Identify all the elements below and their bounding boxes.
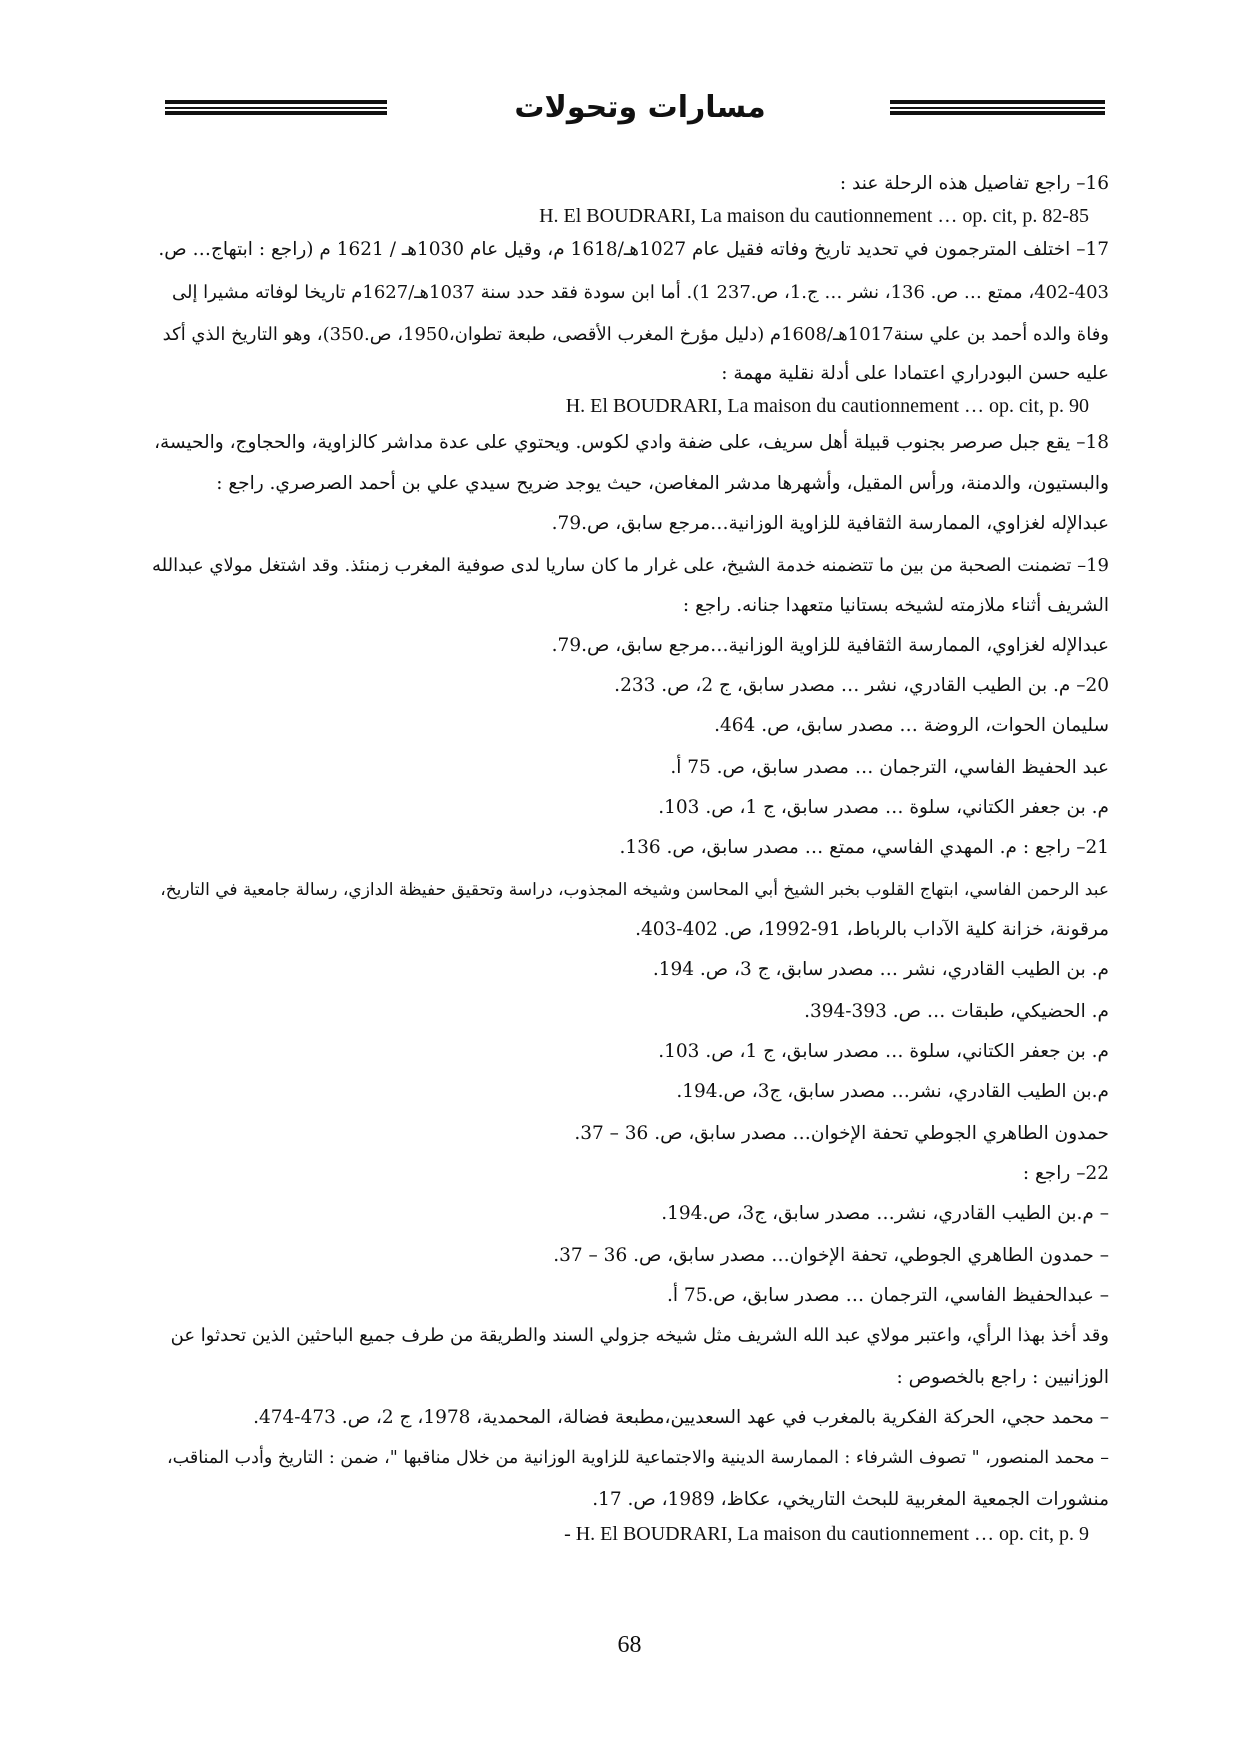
footnote-line: م. بن جعفر الكتاني، سلوة … مصدر سابق، ج 1، ص. 103. [658, 797, 1109, 818]
footnote-line: الشريف أثناء ملازمته لشيخه بستانيا متعهدا جنانه. راجع : [682, 595, 1109, 616]
footnote-line: عبدالإله لغزاوي، الممارسة الثقافية للزاوية الوزانية…مرجع سابق، ص.79. [551, 635, 1109, 656]
footnote-line: H. El BOUDRARI, La maison du cautionnement … op. cit, p. 90 [565, 395, 1089, 417]
footnote-16: 16– راجع تفاصيل هذه الرحلة عند : [839, 173, 1109, 194]
header-rule-right [890, 100, 1105, 114]
footnote-line: وفاة والده أحمد بن علي سنة1017هـ/1608م (دليل مؤرخ المغرب الأقصى، طبعة تطوان،1950، ص.350)، وهو التاريخ الذي أكد [162, 324, 1109, 345]
page-number: 68 [617, 1632, 642, 1658]
footnote-line: – م.بن الطيب القادري، نشر… مصدر سابق، ج3، ص.194. [661, 1203, 1109, 1224]
footnote-line: والبستيون، والدمنة، ورأس المقيل، وأشهرها مدشر المغاصن، حيث يوجد ضريح سيدي علي بن أحمد الصرصري. راجع : [216, 473, 1109, 494]
footnote-line: عبد الرحمن الفاسي، ابتهاج القلوب بخبر الشيخ أبي المحاسن وشيخه المجذوب، دراسة وتحقيق حفيظة الدازي، رسالة جامعية في التاريخ، [160, 880, 1109, 900]
header-title: مسارات وتحولات [514, 90, 766, 125]
footnote-22: 22– راجع : [1022, 1163, 1109, 1184]
footnote-line: - H. El BOUDRARI, La maison du cautionnement … op. cit, p. 9 [564, 1523, 1089, 1545]
footnote-line: وقد أخذ بهذا الرأي، واعتبر مولاي عبد الله الشريف مثل شيخه جزولي السند والطريقة من طرف جميع الباحثين الذين تحدثوا عن [170, 1325, 1109, 1346]
footnote-line: عبد الحفيظ الفاسي، الترجمان … مصدر سابق، ص. 75 أ. [670, 757, 1109, 778]
footnote-line: م. بن الطيب القادري، نشر … مصدر سابق، ج 3، ص. 194. [652, 959, 1109, 980]
footnote-line: م. بن جعفر الكتاني، سلوة … مصدر سابق، ج 1، ص. 103. [658, 1041, 1109, 1062]
footnote-line: منشورات الجمعية المغربية للبحث التاريخي، عكاظ، 1989، ص. 17. [592, 1489, 1109, 1510]
footnote-line: م.بن الطيب القادري، نشر… مصدر سابق، ج3، ص.194. [676, 1081, 1109, 1102]
footnote-line: H. El BOUDRARI, La maison du cautionnement … op. cit, p. 82-85 [539, 205, 1089, 227]
footnote-line: الوزانيين : راجع بالخصوص : [896, 1367, 1109, 1388]
footnote-17: 17– اختلف المترجمون في تحديد تاريخ وفاته فقيل عام 1027هـ/1618 م، وقيل عام 1030هـ / 1621 م (راجع : ابتهاج… ص. [158, 239, 1109, 260]
footnote-line: مرقونة، خزانة كلية الآداب بالرباط، 91-1992، ص. 402-403. [635, 919, 1109, 940]
footnote-line: – محمد حجي، الحركة الفكرية بالمغرب في عهد السعديين،مطبعة فضالة، المحمدية، 1978، ج 2، ص. 473-474. [253, 1407, 1109, 1428]
footnote-line: عبدالإله لغزاوي، الممارسة الثقافية للزاوية الوزانية…مرجع سابق، ص.79. [551, 513, 1109, 534]
running-header [0, 88, 1259, 128]
footnote-19: 19– تضمنت الصحبة من بين ما تتضمنه خدمة الشيخ، على غرار ما كان ساريا لدى صوفية المغرب زمنئذ. وقد اشتغل مولاي عبدالله [152, 555, 1109, 576]
footnote-line: – حمدون الطاهري الجوطي، تحفة الإخوان… مصدر سابق، ص. 36 – 37. [553, 1245, 1109, 1266]
footnote-line: م. الحضيكي، طبقات … ص. 393-394. [804, 1001, 1109, 1022]
footnote-line: – محمد المنصور، " تصوف الشرفاء : الممارسة الدينية والاجتماعية للزاوية الوزانية من خلال مناقبها "، ضمن : التاريخ وأدب المناقب، [167, 1448, 1109, 1468]
footnote-21: 21– راجع : م. المهدي الفاسي، ممتع … مصدر سابق، ص. 136. [619, 837, 1109, 858]
footnote-line: 402-403، ممتع … ص. 136، نشر … ج.1، ص.237 1). أما ابن سودة فقد حدد سنة 1037هـ/1627م تاريخا لوفاته مشيرا إلى [171, 282, 1109, 303]
footnote-20: 20– م. بن الطيب القادري، نشر … مصدر سابق، ج 2، ص. 233. [614, 675, 1109, 696]
header-rule-left [165, 100, 387, 114]
footnote-line: حمدون الطاهري الجوطي تحفة الإخوان… مصدر سابق، ص. 36 – 37. [574, 1123, 1109, 1144]
footnote-line: سليمان الحوات، الروضة … مصدر سابق، ص. 464. [714, 715, 1109, 736]
footnote-line: – عبدالحفيظ الفاسي، الترجمان … مصدر سابق، ص.75 أ. [666, 1285, 1109, 1306]
footnote-line: عليه حسن البودراري اعتمادا على أدلة نقلية مهمة : [721, 363, 1109, 384]
footnote-18: 18– يقع جبل صرصر بجنوب قبيلة أهل سريف، على ضفة وادي لكوس. ويحتوي على عدة مداشر كالزاوية، والحجاوج، والحيسة، [154, 432, 1109, 453]
